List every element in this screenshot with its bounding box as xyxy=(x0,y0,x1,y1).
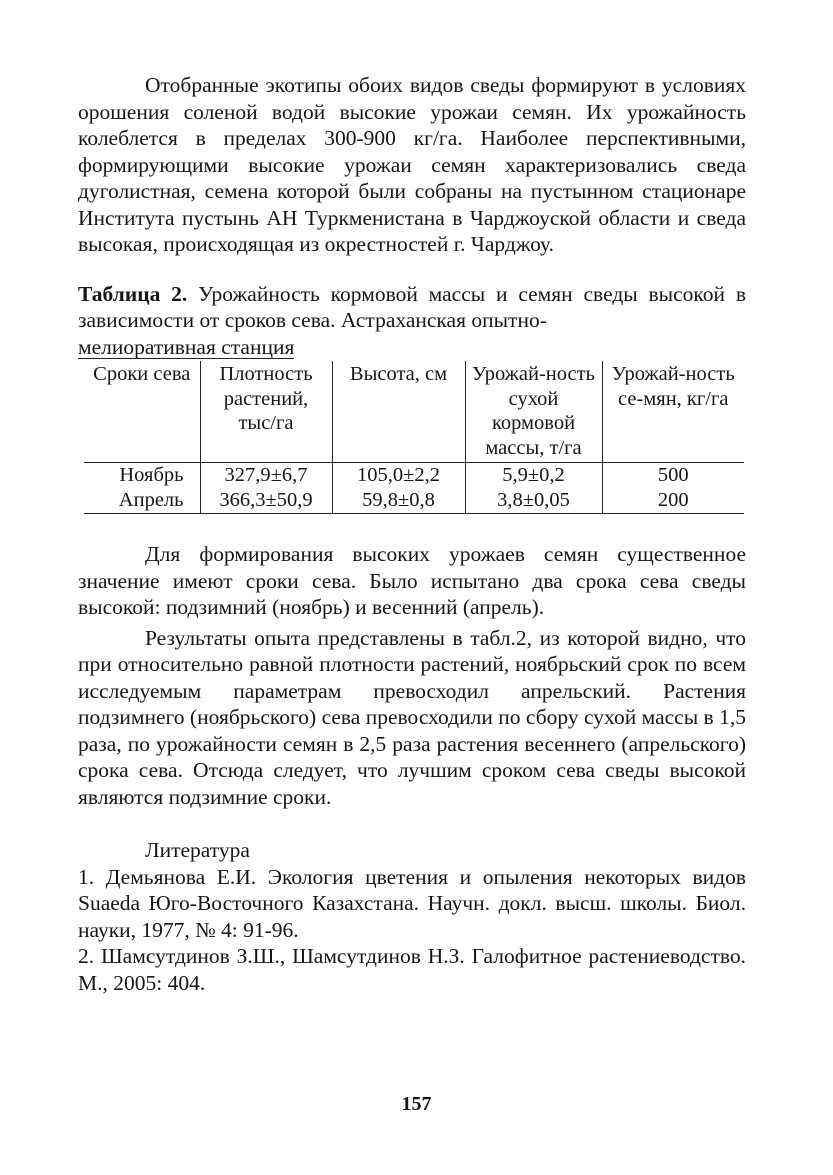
table-caption-label: Таблица 2. xyxy=(78,281,188,306)
cell-density: 327,9±6,7 xyxy=(200,463,332,489)
table-row xyxy=(84,488,744,514)
data-table xyxy=(84,361,744,514)
header-dry-mass-yield: Урожай-ность сухой кормовой массы, т/га xyxy=(465,361,602,463)
cell-seed-yield: 500 xyxy=(602,463,744,489)
cell-month: Ноябрь xyxy=(119,464,184,486)
cell-dry-mass: 3,8±0,05 xyxy=(465,488,602,514)
literature-title: Литература xyxy=(145,838,250,862)
cell-density: 366,3±50,9 xyxy=(200,488,332,514)
page-number: 157 xyxy=(401,1093,432,1115)
cell-height: 59,8±0,8 xyxy=(332,488,465,514)
paragraph-sowing-dates: Для формирования высоких урожаев семян существенное значение имеют сроки сева. Было испытано два срока сева сведы высокой: подзимний (ноябрь) и весенний (апрель). xyxy=(78,542,746,619)
cell-seed-yield: 200 xyxy=(602,488,744,514)
cell-month: Апрель xyxy=(84,488,200,514)
cell-dry-mass: 5,9±0,2 xyxy=(465,463,602,489)
intro-paragraph: Отобранные экотипы обоих видов сведы формируют в условиях орошения соленой водой высокие урожаи семян. Их урожайность колеблется в пределах 300-900 кг/га. Наиболее перспективными, формирующими высокие урожаи семян характеризовались сведа дуголистная, семена которой были собраны на пустынном стационаре Института пустынь АН Туркменистана в Чарджоуской области и сведа высокая, происходящая из окрестностей г. Чарджоу. xyxy=(78,73,746,256)
table-caption-text: Урожайность кормовой массы и семян сведы высокой в зависимости от сроков сева. Астраханская опытно- xyxy=(78,281,746,332)
header-seed-yield: Урожай-ность се-мян, кг/га xyxy=(602,361,744,463)
table-caption xyxy=(78,281,746,361)
reference-item: 2. Шамсутдинов З.Ш., Шамсутдинов Н.З. Галофитное растениеводство. М., 2005: 404. xyxy=(78,944,746,995)
header-height: Высота, см xyxy=(332,361,465,463)
page-body xyxy=(78,72,746,996)
table-header-row xyxy=(84,361,744,463)
table-row xyxy=(84,463,744,489)
header-plant-density: Плотность растений, тыс/га xyxy=(200,361,332,463)
header-sowing-dates: Сроки сева xyxy=(84,361,200,463)
reference-item: 1. Демьянова Е.И. Экология цветения и опыления некоторых видов Suaeda Юго-Восточного Казахстана. Научн. докл. высш. школы. Биол. науки, 1977, № 4: 91-96. xyxy=(78,864,746,942)
table-caption-last-line: мелиоративная станция xyxy=(78,334,295,359)
cell-height: 105,0±2,2 xyxy=(332,463,465,489)
paragraph-results: Результаты опыта представлены в табл.2, из которой видно, что при относительно равной плотности растений, ноябрьский срок по всем исследуемым параметрам превосходил апрельский. Растения подзимнего (ноябрьского) сева превосходили по сбору сухой массы в 1,5 раза, по урожайности семян в 2,5 раза растения весеннего (апрельского) срока сева. Отсюда следует, что лучшим сроком сева сведы высокой являются подзимние сроки. xyxy=(78,625,746,809)
